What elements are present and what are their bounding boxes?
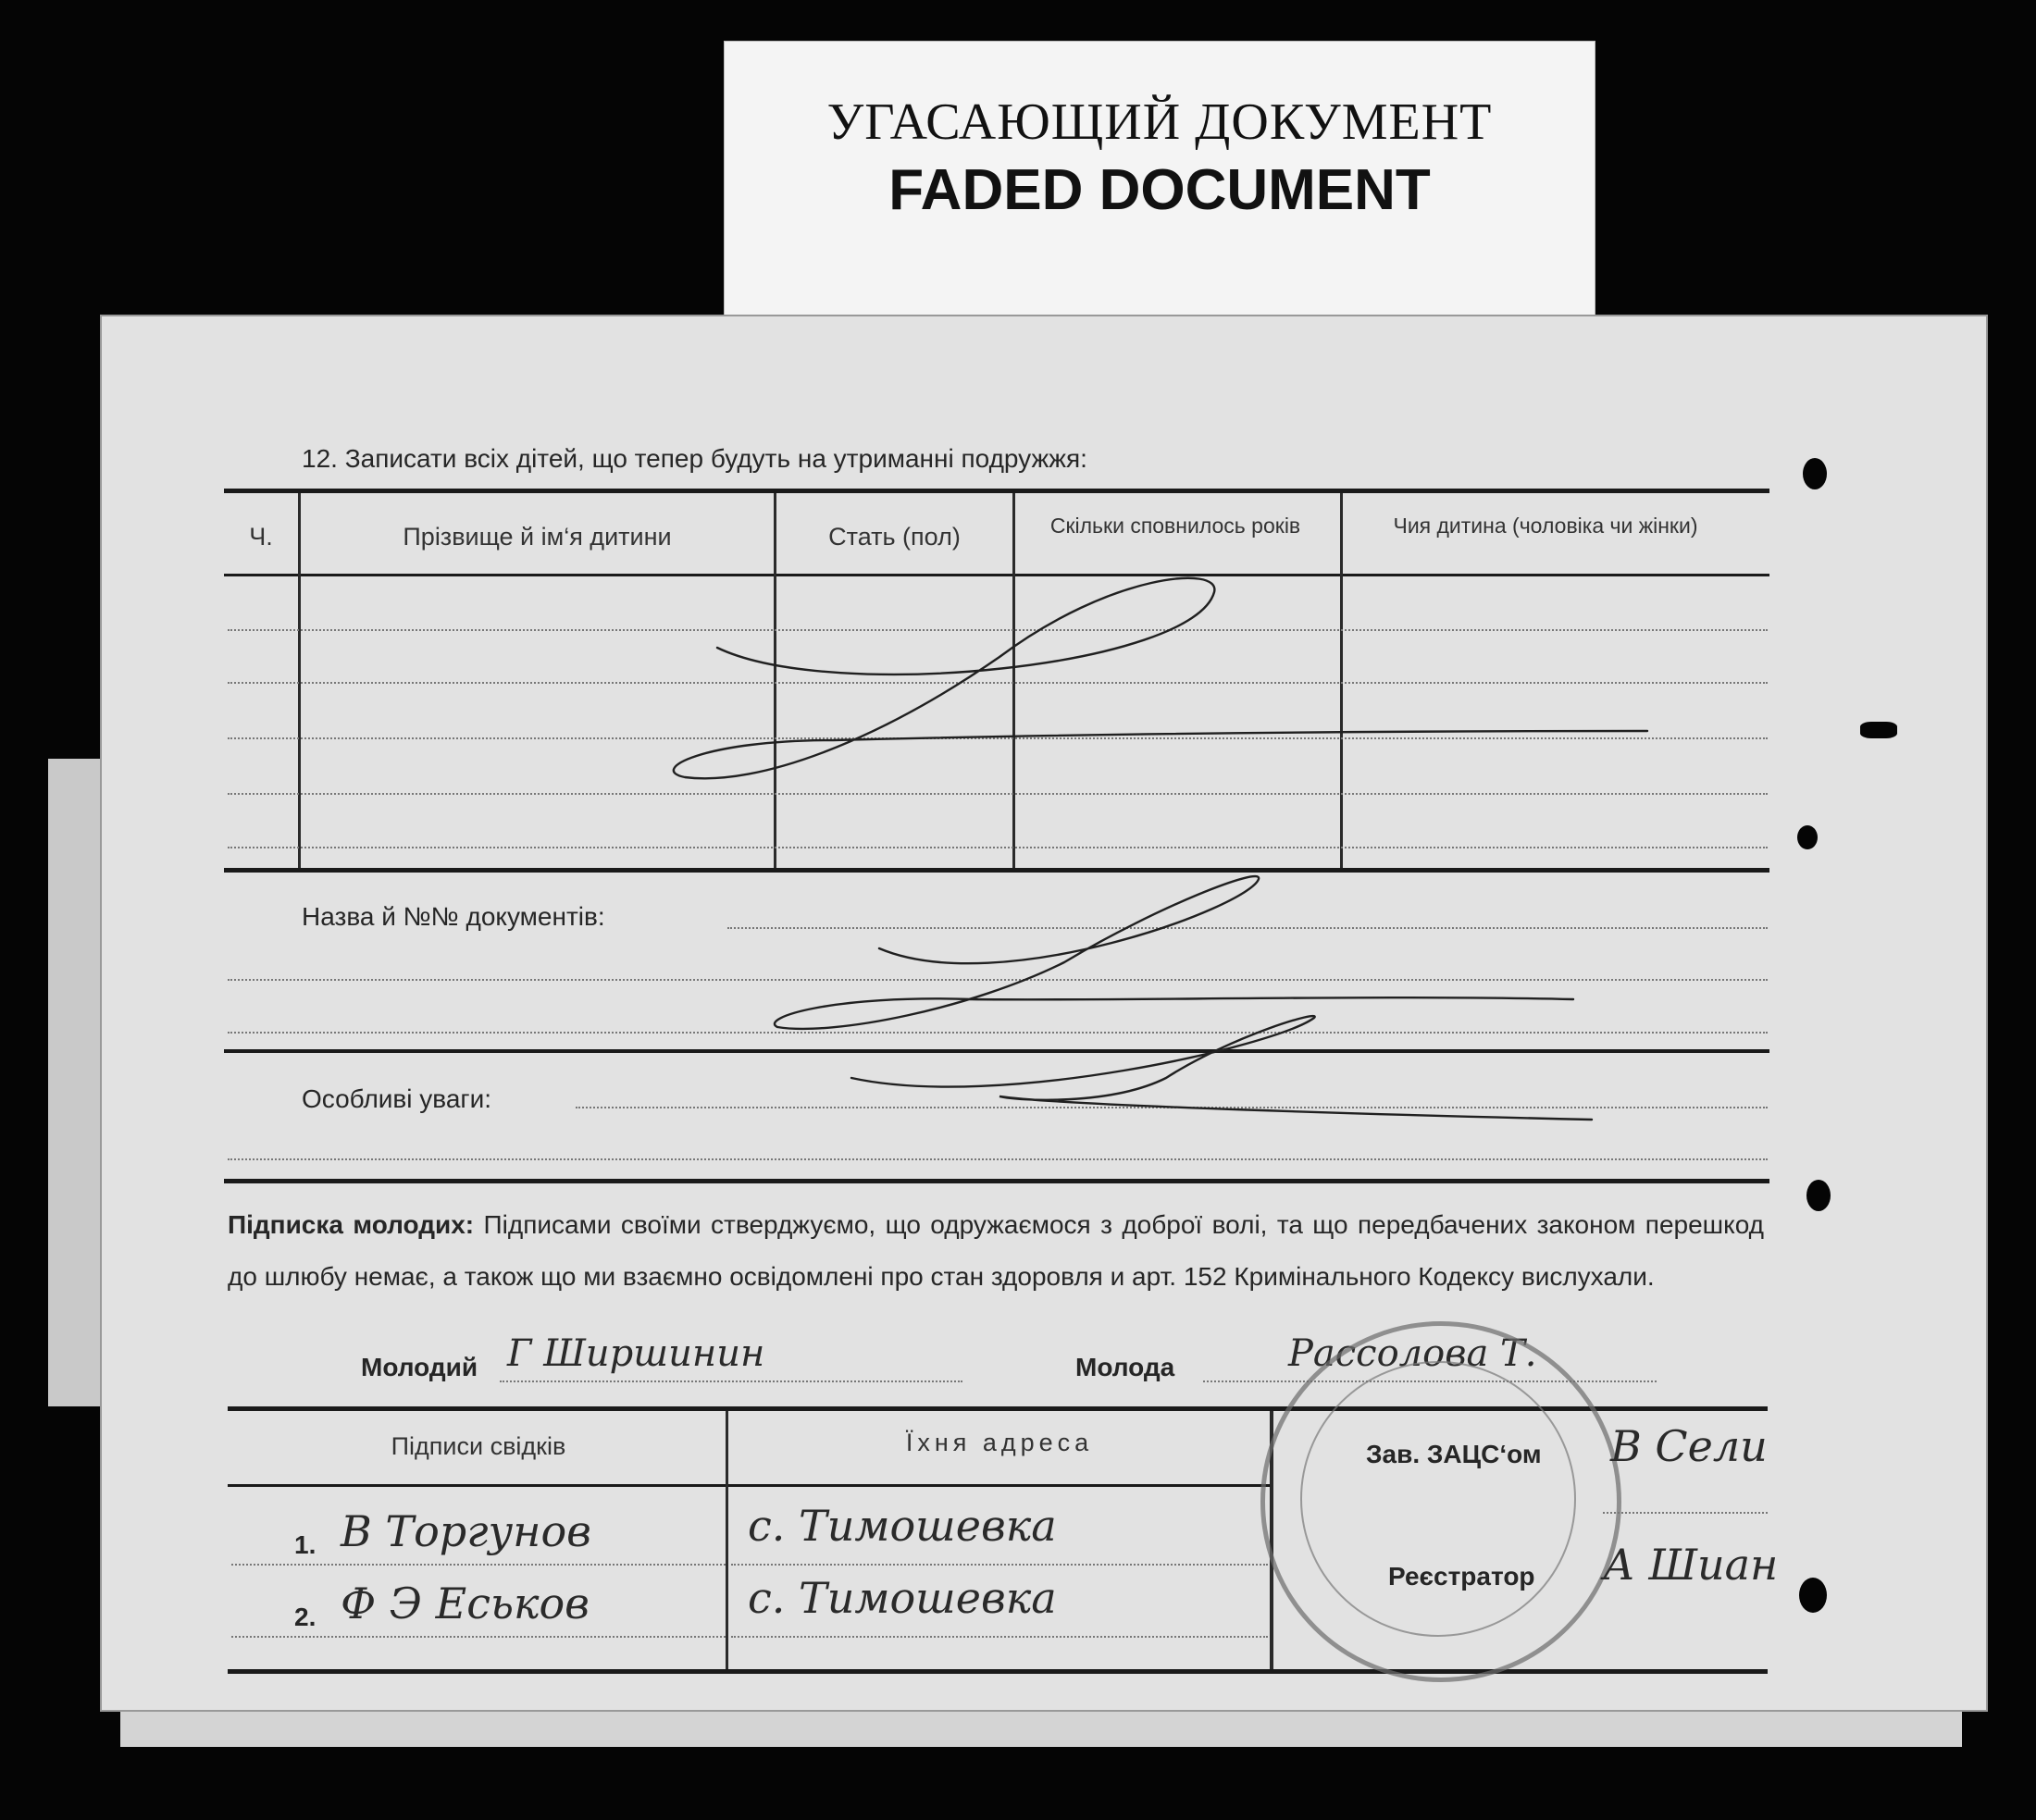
- documents-label: Назва й №№ документів:: [302, 902, 605, 931]
- table-column-divider: [1340, 493, 1343, 868]
- official-seal: [1260, 1321, 1621, 1682]
- remarks-label: Особливі уваги:: [302, 1084, 492, 1113]
- header-witness-address: Їхня адреса: [905, 1429, 1094, 1456]
- sheet-left-edge: [48, 759, 104, 1406]
- table-row-line: [228, 847, 1768, 848]
- witness-row-line: [731, 1564, 1268, 1566]
- table-top-rule: [224, 489, 1769, 493]
- header-number: Ч.: [249, 523, 273, 551]
- witness-column-divider: [726, 1411, 728, 1669]
- bride-signature: Рассолова Т.: [1288, 1332, 1537, 1375]
- archive-label-card: [724, 41, 1595, 318]
- punch-hole: [1803, 458, 1827, 489]
- official-seal-inner-ring: [1300, 1361, 1576, 1637]
- tear-mark: [1860, 722, 1897, 738]
- registrar-signature: А Шиан: [1603, 1540, 1779, 1590]
- section-rule: [224, 1179, 1769, 1183]
- sheet-bottom-edge: [120, 1712, 1962, 1747]
- punch-hole: [1797, 825, 1818, 849]
- header-child-name: Прізвище й ім‘я дитини: [403, 523, 672, 551]
- witness-row-line: [731, 1636, 1268, 1638]
- witness-row-line: [231, 1564, 726, 1566]
- zags-head-label: Зав. ЗАЦС‘ом: [1366, 1440, 1542, 1468]
- witness-signature: Ф Э Еськов: [341, 1579, 590, 1628]
- witness-row-line: [231, 1636, 726, 1638]
- zags-head-signature: В Сели: [1610, 1421, 1768, 1471]
- witness-table-bottom-rule: [228, 1669, 1768, 1674]
- label-english: FADED DOCUMENT: [888, 158, 1431, 222]
- groom-field-line: [500, 1380, 962, 1382]
- table-row-line: [228, 629, 1768, 631]
- table-column-divider: [1012, 493, 1015, 868]
- declaration-paragraph: [228, 1199, 1764, 1303]
- label-russian: УГАСАЮЩИЙ ДОКУМЕНТ: [826, 93, 1493, 151]
- registrar-label: Реєстратор: [1388, 1562, 1535, 1591]
- punch-hole: [1799, 1578, 1827, 1613]
- header-whose-child: Чия дитина (чоловіка чи жінки): [1393, 514, 1698, 538]
- witness-signature: В Торгунов: [341, 1506, 591, 1556]
- witness-number: 1.: [294, 1530, 317, 1559]
- witness-address: с. Тимошевка: [748, 1501, 1057, 1551]
- table-header-rule: [224, 574, 1769, 576]
- bride-label: Молода: [1075, 1353, 1175, 1381]
- documents-field-line: [727, 927, 1768, 929]
- header-age: Скільки сповнилось років: [1049, 514, 1301, 538]
- table-row-line: [228, 737, 1768, 739]
- witness-address: с. Тимошевка: [748, 1573, 1057, 1623]
- table-row-line: [228, 682, 1768, 684]
- documents-field-line: [228, 979, 1768, 981]
- declaration-lead: Підписка молодих:: [228, 1210, 475, 1239]
- remarks-field-line: [576, 1107, 1768, 1108]
- zags-head-field-line: [1603, 1512, 1768, 1514]
- header-witness-signatures: Підписи свідків: [391, 1432, 566, 1460]
- declaration-text: Підписами своїми стверджуємо, що одружаємося з доброї волі, та що передбачених законом перешкод до шлюбу немає, а також що ми взаємно освідомлені про стан здоровля и арт. 152 Кримінального Кодексу вислухали.: [228, 1210, 1764, 1291]
- punch-hole: [1806, 1180, 1831, 1211]
- header-sex: Стать (пол): [828, 523, 961, 551]
- documents-field-line: [228, 1032, 1768, 1034]
- table-bottom-rule: [224, 868, 1769, 873]
- section-rule: [224, 1049, 1769, 1053]
- groom-signature: Г Ширшинин: [507, 1332, 765, 1375]
- witness-number: 2.: [294, 1603, 317, 1631]
- section-12-title: 12. Записати всіх дітей, що тепер будуть на утриманні подружжя:: [302, 444, 1087, 473]
- witness-header-rule: [228, 1484, 1273, 1487]
- table-row-line: [228, 793, 1768, 795]
- groom-label: Молодий: [361, 1353, 478, 1381]
- remarks-field-line: [228, 1158, 1768, 1160]
